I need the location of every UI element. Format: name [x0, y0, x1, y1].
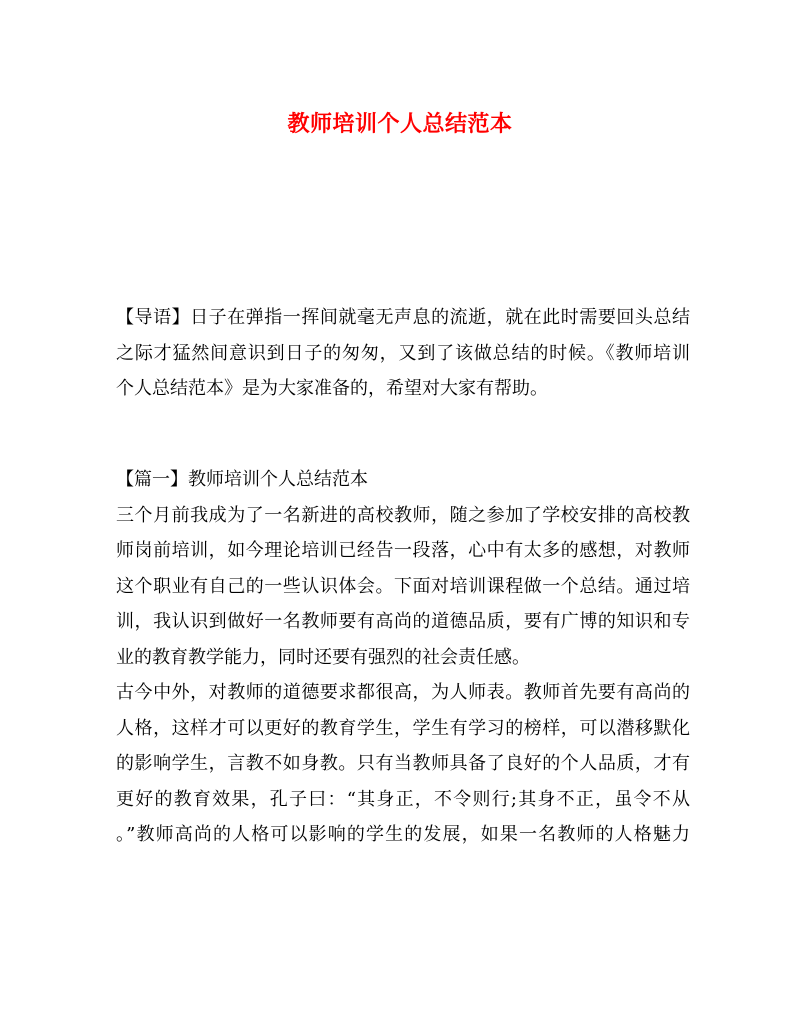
document-title: 教师培训个人总结范本 [287, 111, 513, 137]
section-heading: 【篇一】教师培训个人总结范本 [116, 469, 368, 490]
intro-line: 个人总结范本》是为大家准备的，希望对大家有帮助。 [116, 378, 548, 399]
paragraph-line: 这个职业有自己的一些认识体会。下面对培训课程做一个总结。通过培 [116, 575, 690, 597]
paragraph-line: 人格，这样才可以更好的教育学生，学生有学习的榜样，可以潜移默化 [116, 717, 690, 739]
paragraph-line: 更好的教育效果，孔子曰：“其身正，不令则行;其身不正，虽令不从 [116, 788, 690, 810]
intro-line: 之际才猛然间意识到日子的匆匆，又到了该做总结的时候。《教师培训 [116, 342, 690, 364]
paragraph-line: 训，我认识到做好一名教师要有高尚的道德品质，要有广博的知识和专 [116, 611, 690, 632]
paragraph-line: 的影响学生，言教不如身教。只有当教师具备了良好的个人品质，才有 [116, 753, 690, 774]
paragraph-line: 业的教育教学能力，同时还要有强烈的社会责任感。 [116, 646, 530, 668]
intro-paragraph [116, 300, 690, 407]
paragraph-line: 师岗前培训，如今理论培训已经告一段落，心中有太多的感想，对教师 [116, 540, 690, 561]
intro-line: 【导语】日子在弹指一挥间就毫无声息的流逝，就在此时需要回头总结 [116, 307, 690, 328]
paragraph-line: 古今中外，对教师的道德要求都很高，为人师表。教师首先要有高尚的 [116, 682, 690, 703]
paragraph-line: 。”教师高尚的人格可以影响的学生的发展，如果一名教师的人格魅力 [116, 824, 690, 845]
section-one [116, 462, 690, 853]
paragraph-line: 三个月前我成为了一名新进的高校教师，随之参加了学校安排的高校教 [116, 504, 690, 526]
